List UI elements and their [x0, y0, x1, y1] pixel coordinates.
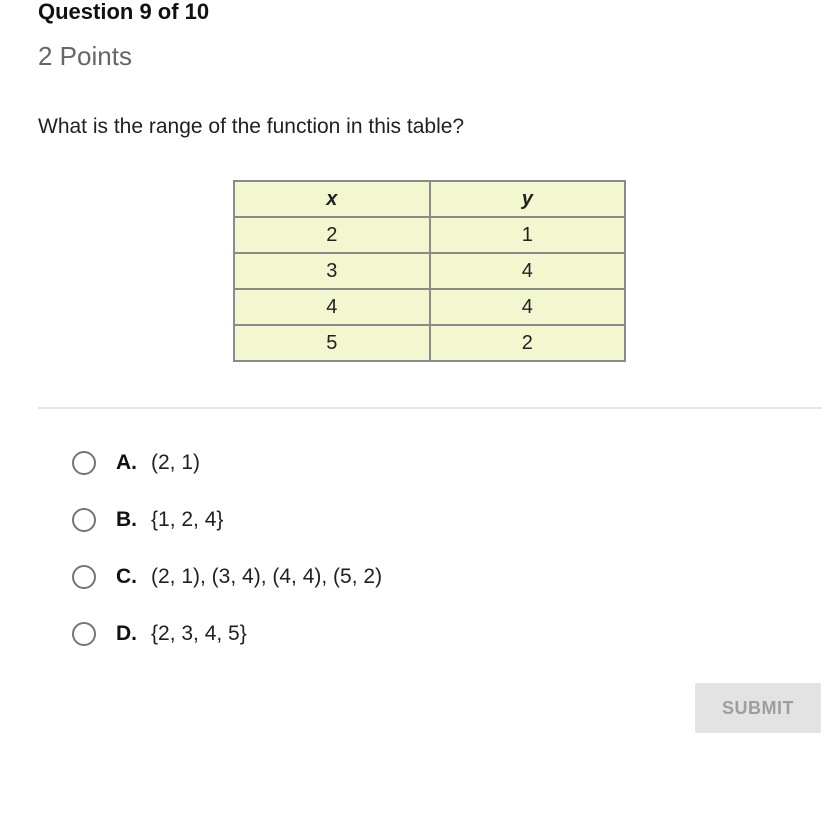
choice-letter: B.	[116, 508, 137, 531]
choice-a[interactable]	[72, 444, 772, 482]
choice-letter: C.	[116, 565, 137, 588]
choice-text: (2, 1)	[151, 451, 201, 474]
choice-text: {1, 2, 4}	[151, 508, 224, 531]
table-header-y: y	[430, 181, 626, 217]
table-cell-y: 4	[430, 253, 626, 289]
choice-d[interactable]	[72, 615, 772, 653]
radio-button-icon[interactable]	[72, 565, 96, 589]
section-divider	[38, 407, 822, 409]
choice-b[interactable]	[72, 501, 772, 539]
function-table	[233, 180, 626, 362]
submit-button[interactable]: SUBMIT	[695, 683, 821, 733]
question-header: Question 9 of 10	[38, 0, 210, 24]
radio-button-icon[interactable]	[72, 508, 96, 532]
radio-button-icon[interactable]	[72, 622, 96, 646]
table-cell-y: 2	[430, 325, 626, 361]
table-cell-y: 4	[430, 289, 626, 325]
answer-choices	[72, 444, 772, 672]
question-points: 2 Points	[38, 41, 132, 71]
choice-text: (2, 1), (3, 4), (4, 4), (5, 2)	[151, 565, 383, 588]
table-cell-x: 3	[234, 253, 430, 289]
table-cell-y: 1	[430, 217, 626, 253]
table-cell-x: 2	[234, 217, 430, 253]
table-row	[234, 325, 625, 361]
choice-letter: A.	[116, 451, 137, 474]
table-row	[234, 289, 625, 325]
question-prompt: What is the range of the function in this table?	[38, 115, 465, 138]
choice-c[interactable]	[72, 558, 772, 596]
table-header-row	[234, 181, 625, 217]
table-header-x: x	[234, 181, 430, 217]
table-row	[234, 253, 625, 289]
table-cell-x: 5	[234, 325, 430, 361]
table-row	[234, 217, 625, 253]
choice-letter: D.	[116, 622, 137, 645]
choice-text: {2, 3, 4, 5}	[151, 622, 247, 645]
table-cell-x: 4	[234, 289, 430, 325]
radio-button-icon[interactable]	[72, 451, 96, 475]
